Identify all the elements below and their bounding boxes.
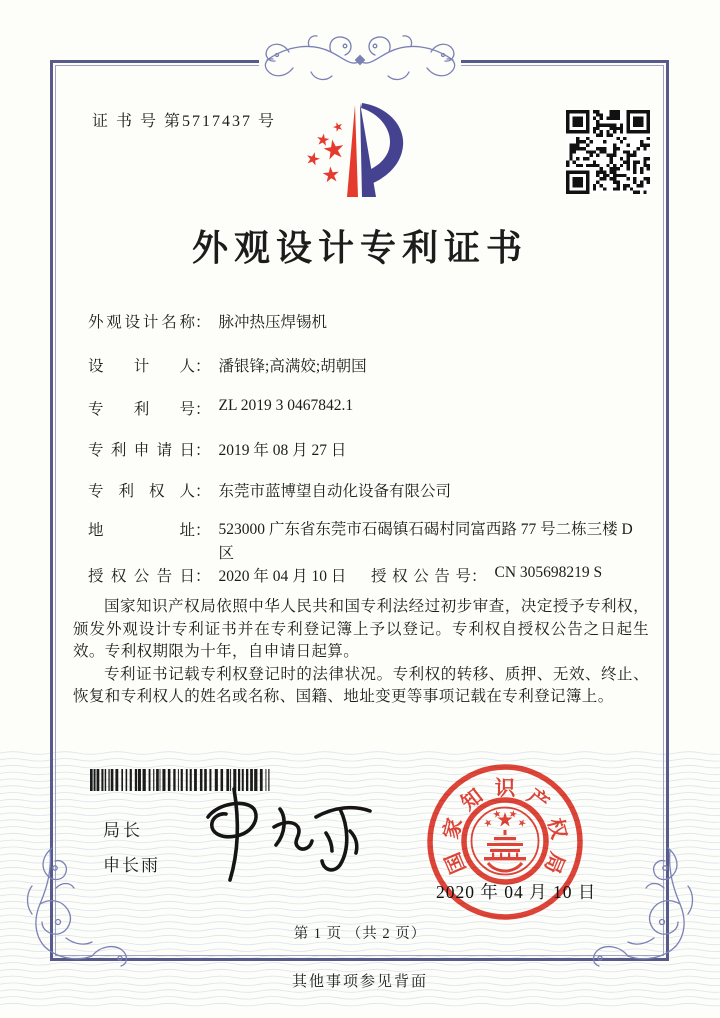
colon: ： <box>195 401 211 418</box>
field-label: 设计人 <box>88 358 195 375</box>
field-row-designers <box>88 354 367 376</box>
colon: ： <box>195 568 211 585</box>
field-label: 授权公告号 <box>371 568 471 585</box>
field-value: CN 305698219 S <box>494 564 603 581</box>
field-label: 地址 <box>88 522 195 539</box>
legal-text <box>73 596 649 709</box>
field-row-design-name <box>88 310 327 332</box>
colon: ： <box>195 358 211 375</box>
certificate-title: 外观设计专利证书 <box>191 228 528 268</box>
svg-text:识: 识 <box>494 778 516 800</box>
back-side-note: 其他事项参见背面 <box>291 974 428 990</box>
page-indicator: 第 1 页 （共 2 页） <box>293 926 427 942</box>
field-row-filing-date <box>88 438 346 460</box>
field-value: 2019 年 08 月 27 日 <box>218 442 347 459</box>
field-value: 2020 年 04 月 10 日 <box>218 568 347 585</box>
grant-date-pair <box>88 564 371 586</box>
field-label: 授权公告日 <box>88 568 195 585</box>
colon: ： <box>195 442 211 459</box>
colon: ： <box>471 568 487 585</box>
field-row-address <box>88 518 643 565</box>
field-value: 523000 广东省东莞市石碣镇石碣村同富西路 77 号二栋三楼 D 区 <box>218 521 633 562</box>
cnipa-logo-icon <box>286 94 436 206</box>
field-value: 脉冲热压焊锡机 <box>218 314 328 331</box>
field-label: 专利权人 <box>88 483 195 500</box>
legal-paragraph-1: 国家知识产权局依照中华人民共和国专利法经过初步审查，决定授予专利权，颁发外观设计专利证书并在专利登记簿上予以登记。专利权自授权公告之日起生效。专利权期限为十年，自申请日起算。 <box>73 598 649 661</box>
colon: ： <box>195 483 211 500</box>
svg-text:知: 知 <box>457 785 488 816</box>
field-label: 专利申请日 <box>88 442 195 459</box>
field-row-patent-number <box>88 397 353 419</box>
field-row-grant <box>88 564 602 586</box>
signer-title: 局长 <box>103 821 143 840</box>
svg-text:局: 局 <box>539 848 568 877</box>
top-border-ornament-icon <box>253 30 467 90</box>
legal-paragraph-2: 专利证书记载专利权登记时的法律状况。专利权的转移、质押、无效、终止、恢复和专利权人的姓名或名称、国籍、地址变更等事项记载在专利登记簿上。 <box>73 665 649 706</box>
certificate-number: 证 书 号 第5717437 号 <box>92 113 277 130</box>
svg-text:权: 权 <box>543 816 570 842</box>
svg-text:产: 产 <box>522 785 553 816</box>
field-label: 专利号 <box>88 401 195 418</box>
qr-code <box>566 110 650 194</box>
colon: ： <box>195 314 211 331</box>
director-signature-icon <box>188 783 378 883</box>
corner-flourish-icon <box>586 844 698 970</box>
colon: ： <box>195 522 211 539</box>
field-label: 外观设计名称 <box>88 314 195 331</box>
field-value: 东莞市蓝博望自动化设备有限公司 <box>218 483 452 500</box>
signer-name: 申长雨 <box>103 856 160 875</box>
field-value: 潘银锋;高满姣;胡朝国 <box>218 358 367 375</box>
seal-date: 2020 年 04 月 10 日 <box>436 882 597 902</box>
field-row-patentee <box>88 479 451 501</box>
svg-text:家: 家 <box>440 816 467 842</box>
field-value: ZL 2019 3 0467842.1 <box>218 397 354 414</box>
svg-text:国: 国 <box>442 848 471 877</box>
